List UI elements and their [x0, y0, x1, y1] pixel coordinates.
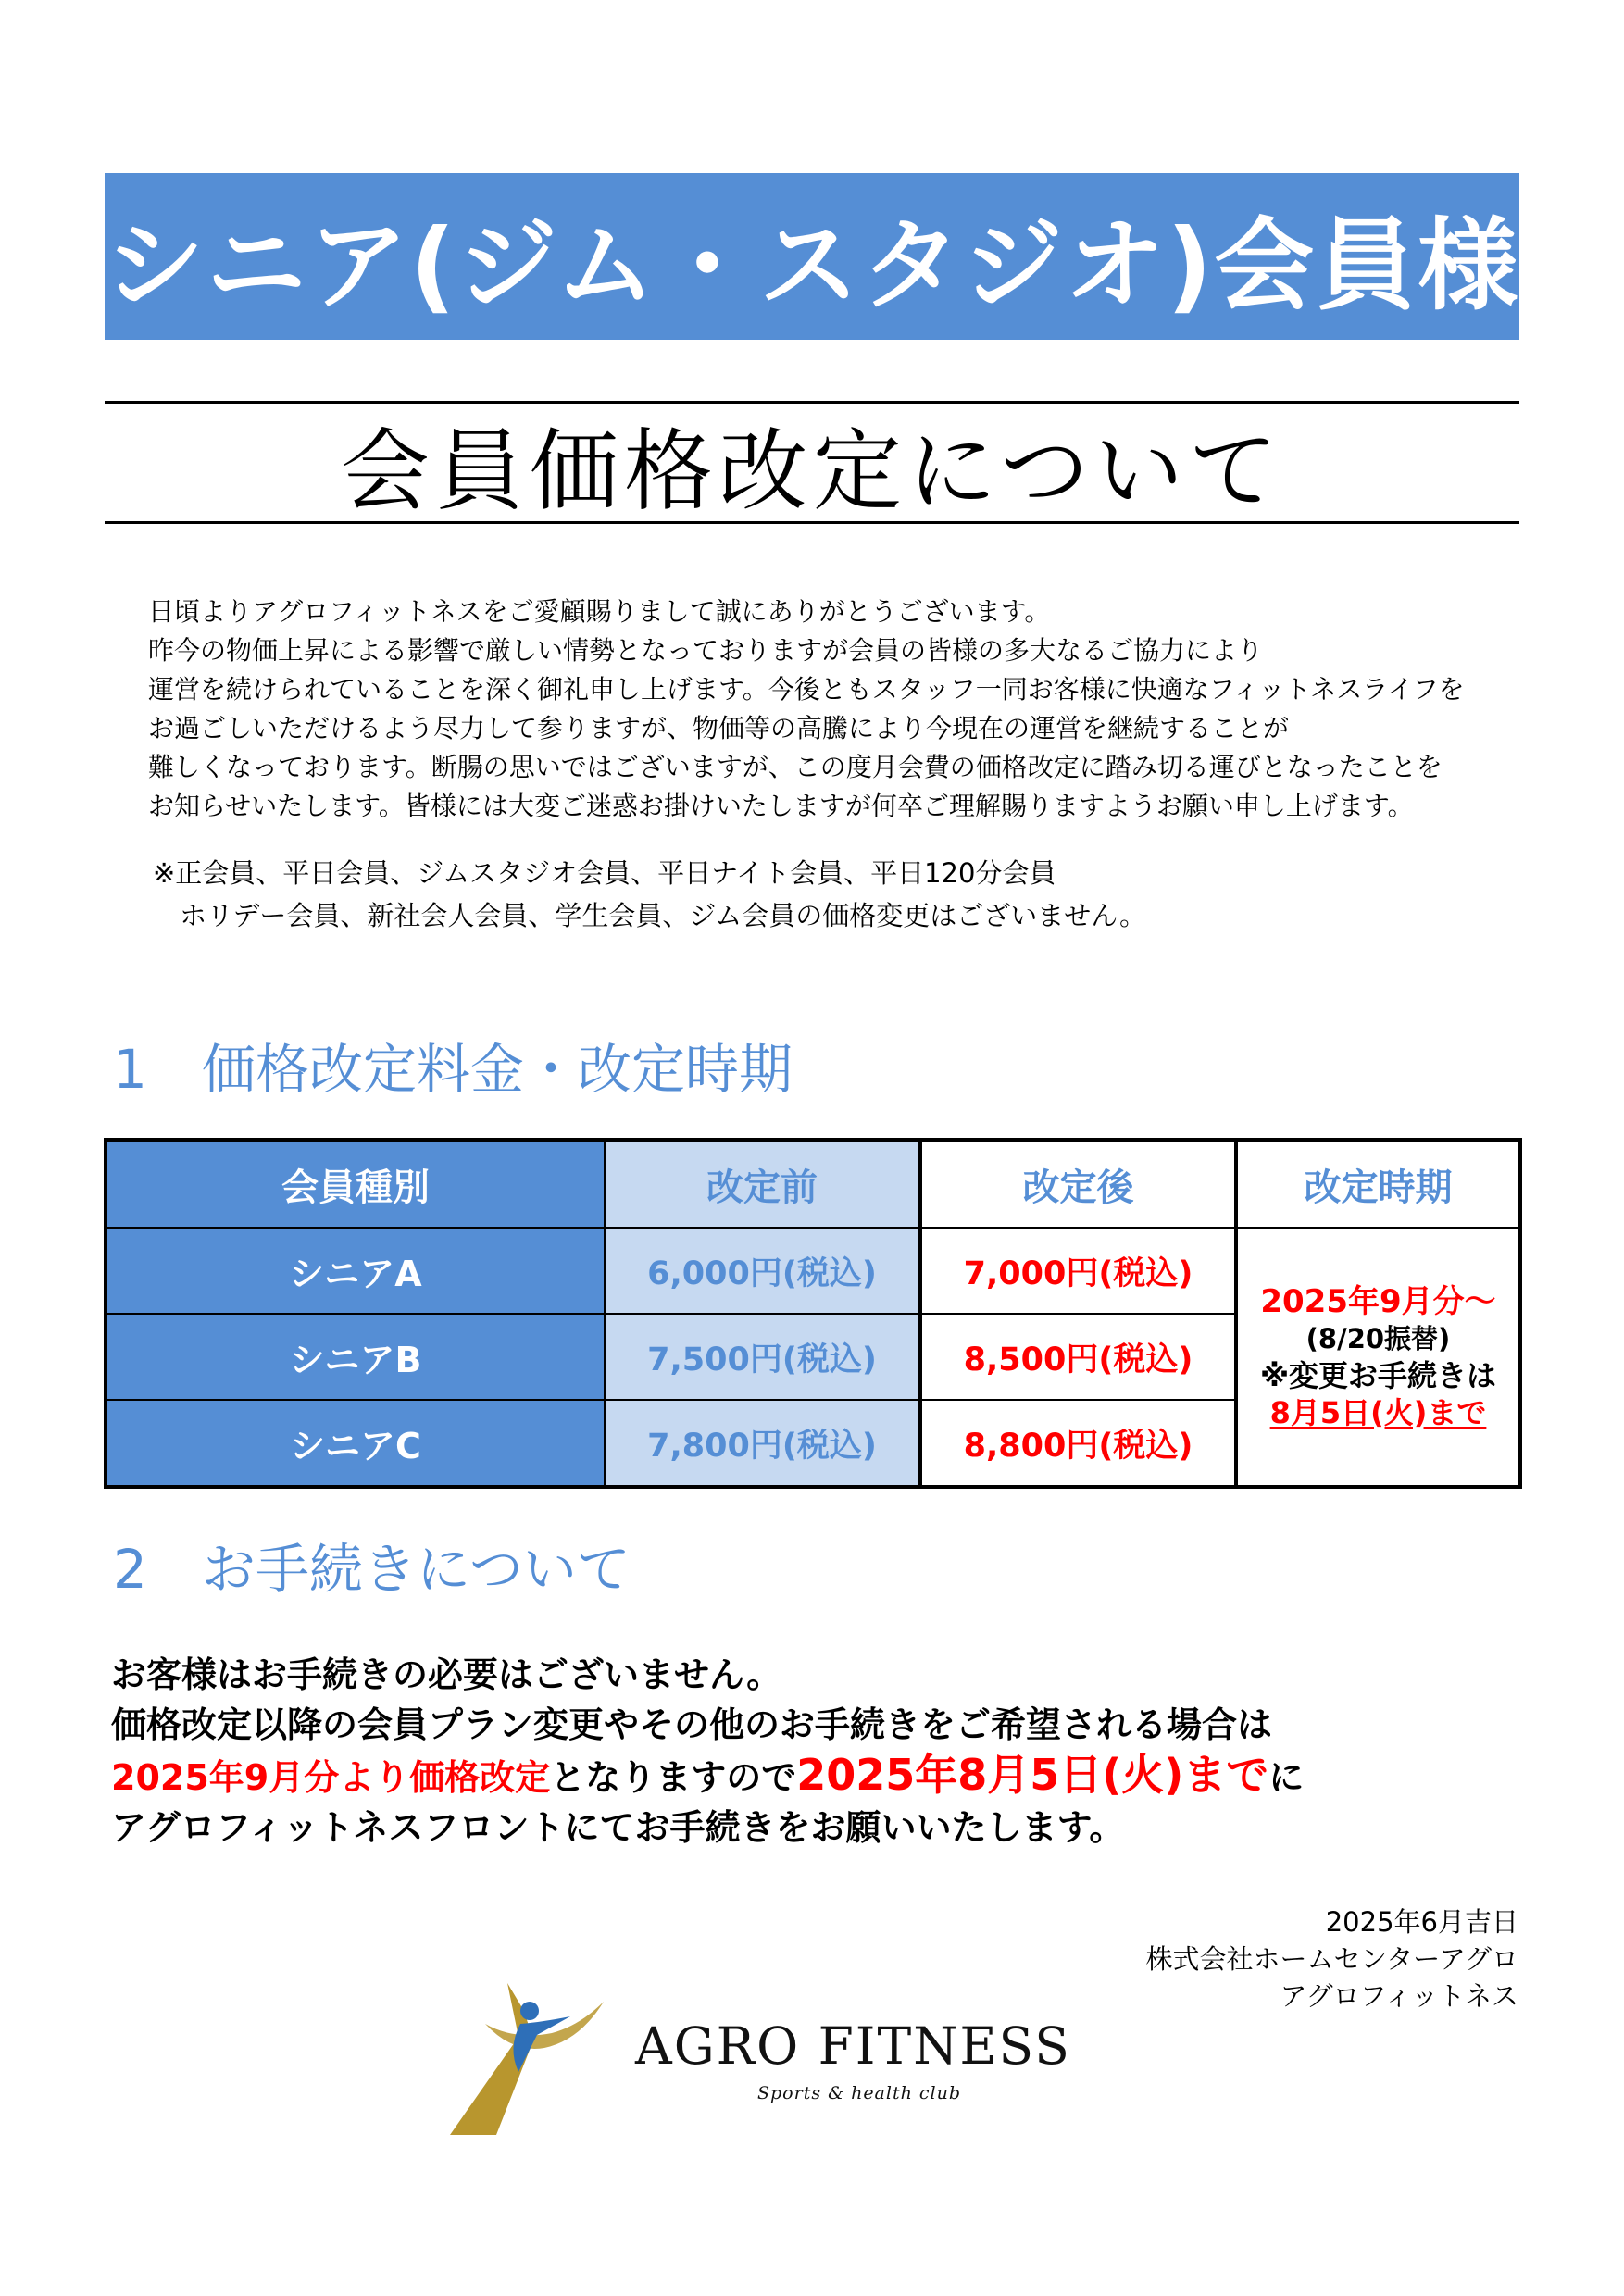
- deadline-highlight: 2025年8月5日(火)まで: [796, 1750, 1269, 1800]
- header-before: 改定前: [605, 1140, 920, 1228]
- agro-fitness-logo-icon: [441, 1979, 607, 2137]
- member-type-cell: シニアC: [106, 1400, 605, 1487]
- intro-line: 日頃よりアグロフィットネスをご愛顧賜りまして誠にありがとうございます。: [148, 596, 1051, 627]
- divider-bottom: [105, 521, 1519, 524]
- intro-line: お過ごしいただけるよう尽力して参りますが、物価等の高騰により今現在の運営を継続することが: [148, 713, 1290, 743]
- member-type-cell: シニアA: [106, 1228, 605, 1314]
- section-number: 1: [113, 1038, 147, 1101]
- banner-title: シニア(ジム・スタジオ)会員様: [104, 207, 1520, 324]
- intro-line: 難しくなっております。断腸の思いではございますが、この度月会費の価格改定に踏み切る運びとなったことを: [148, 752, 1443, 782]
- intro-paragraph: [148, 593, 1500, 826]
- intro-line: 運営を続けられていることを深く御礼申し上げます。今後ともスタッフ一同お客様に快適なフィットネスライフを: [148, 674, 1465, 705]
- section-1-heading: [113, 1026, 793, 1104]
- note-line-1: ※正会員、平日会員、ジムスタジオ会員、平日ナイト会員、平日120分会員: [153, 857, 1056, 889]
- procedure-text-fragment: となりますので: [550, 1757, 797, 1798]
- procedure-line-2: 価格改定以降の会員プラン変更やその他のお手続きをご希望される場合は: [111, 1704, 1273, 1745]
- procedure-line-4: アグロフィットネスフロントにてお手続きをお願いいたします。: [111, 1807, 1125, 1848]
- procedure-line-1: お客様はお手続きの必要はございません。: [111, 1654, 782, 1695]
- period-start: 2025年9月分〜: [1260, 1282, 1496, 1320]
- member-type-cell: シニアB: [106, 1314, 605, 1400]
- price-after-cell: 8,800円(税込): [920, 1400, 1236, 1487]
- price-before-cell: 6,000円(税込): [605, 1228, 920, 1314]
- header-after: 改定後: [920, 1140, 1236, 1228]
- signature-date: 2025年6月吉日: [1325, 1906, 1518, 1938]
- price-before-cell: 7,500円(税込): [605, 1314, 920, 1400]
- price-after-cell: 7,000円(税込): [920, 1228, 1236, 1314]
- revision-period-cell: [1236, 1228, 1520, 1487]
- logo-wordmark: AGRO FITNESS: [635, 2016, 1071, 2076]
- intro-line: お知らせいたします。皆様には大変ご迷惑お掛けいたしますが何卒ご理解賜りますようお願い申し上げます。: [148, 791, 1414, 821]
- signature-brand: アグロフィットネス: [1280, 1980, 1518, 2012]
- period-transfer: (8/20振替): [1305, 1322, 1451, 1354]
- table-row: [106, 1228, 1520, 1314]
- signature-company: 株式会社ホームセンターアグロ: [1145, 1943, 1518, 1975]
- section-title: お手続きについて: [202, 1538, 631, 1601]
- exemption-note: [153, 852, 1505, 937]
- period-change-note: ※変更お手続きは: [1259, 1357, 1497, 1393]
- page-subtitle: 会員価格改定について: [340, 418, 1284, 523]
- section-2-heading: [113, 1526, 631, 1603]
- revision-start-highlight: 2025年9月分より価格改定: [111, 1757, 551, 1798]
- header-period: 改定時期: [1236, 1140, 1520, 1228]
- price-after-cell: 8,500円(税込): [920, 1314, 1236, 1400]
- table-header-row: [106, 1140, 1520, 1228]
- section-number: 2: [113, 1538, 147, 1601]
- logo-tagline: Sports & health club: [757, 2083, 961, 2103]
- title-banner: [105, 173, 1519, 340]
- signature-block: [1145, 1903, 1518, 2015]
- procedure-text: [111, 1650, 1537, 1853]
- intro-line: 昨今の物価上昇による影響で厳しい情勢となっておりますが会員の皆様の多大なるご協力により: [148, 635, 1264, 666]
- subtitle-block: [105, 407, 1519, 523]
- price-table: [104, 1138, 1522, 1489]
- period-deadline: 8月5日(火)まで: [1269, 1394, 1487, 1430]
- header-member-type: 会員種別: [106, 1140, 605, 1228]
- procedure-line-3: [111, 1750, 1537, 1803]
- note-line-2: ホリデー会員、新社会人会員、学生会員、ジム会員の価格変更はございません。: [153, 900, 1147, 931]
- price-before-cell: 7,800円(税込): [605, 1400, 920, 1487]
- procedure-text-fragment: に: [1268, 1757, 1305, 1798]
- section-title: 価格改定料金・改定時期: [202, 1038, 793, 1101]
